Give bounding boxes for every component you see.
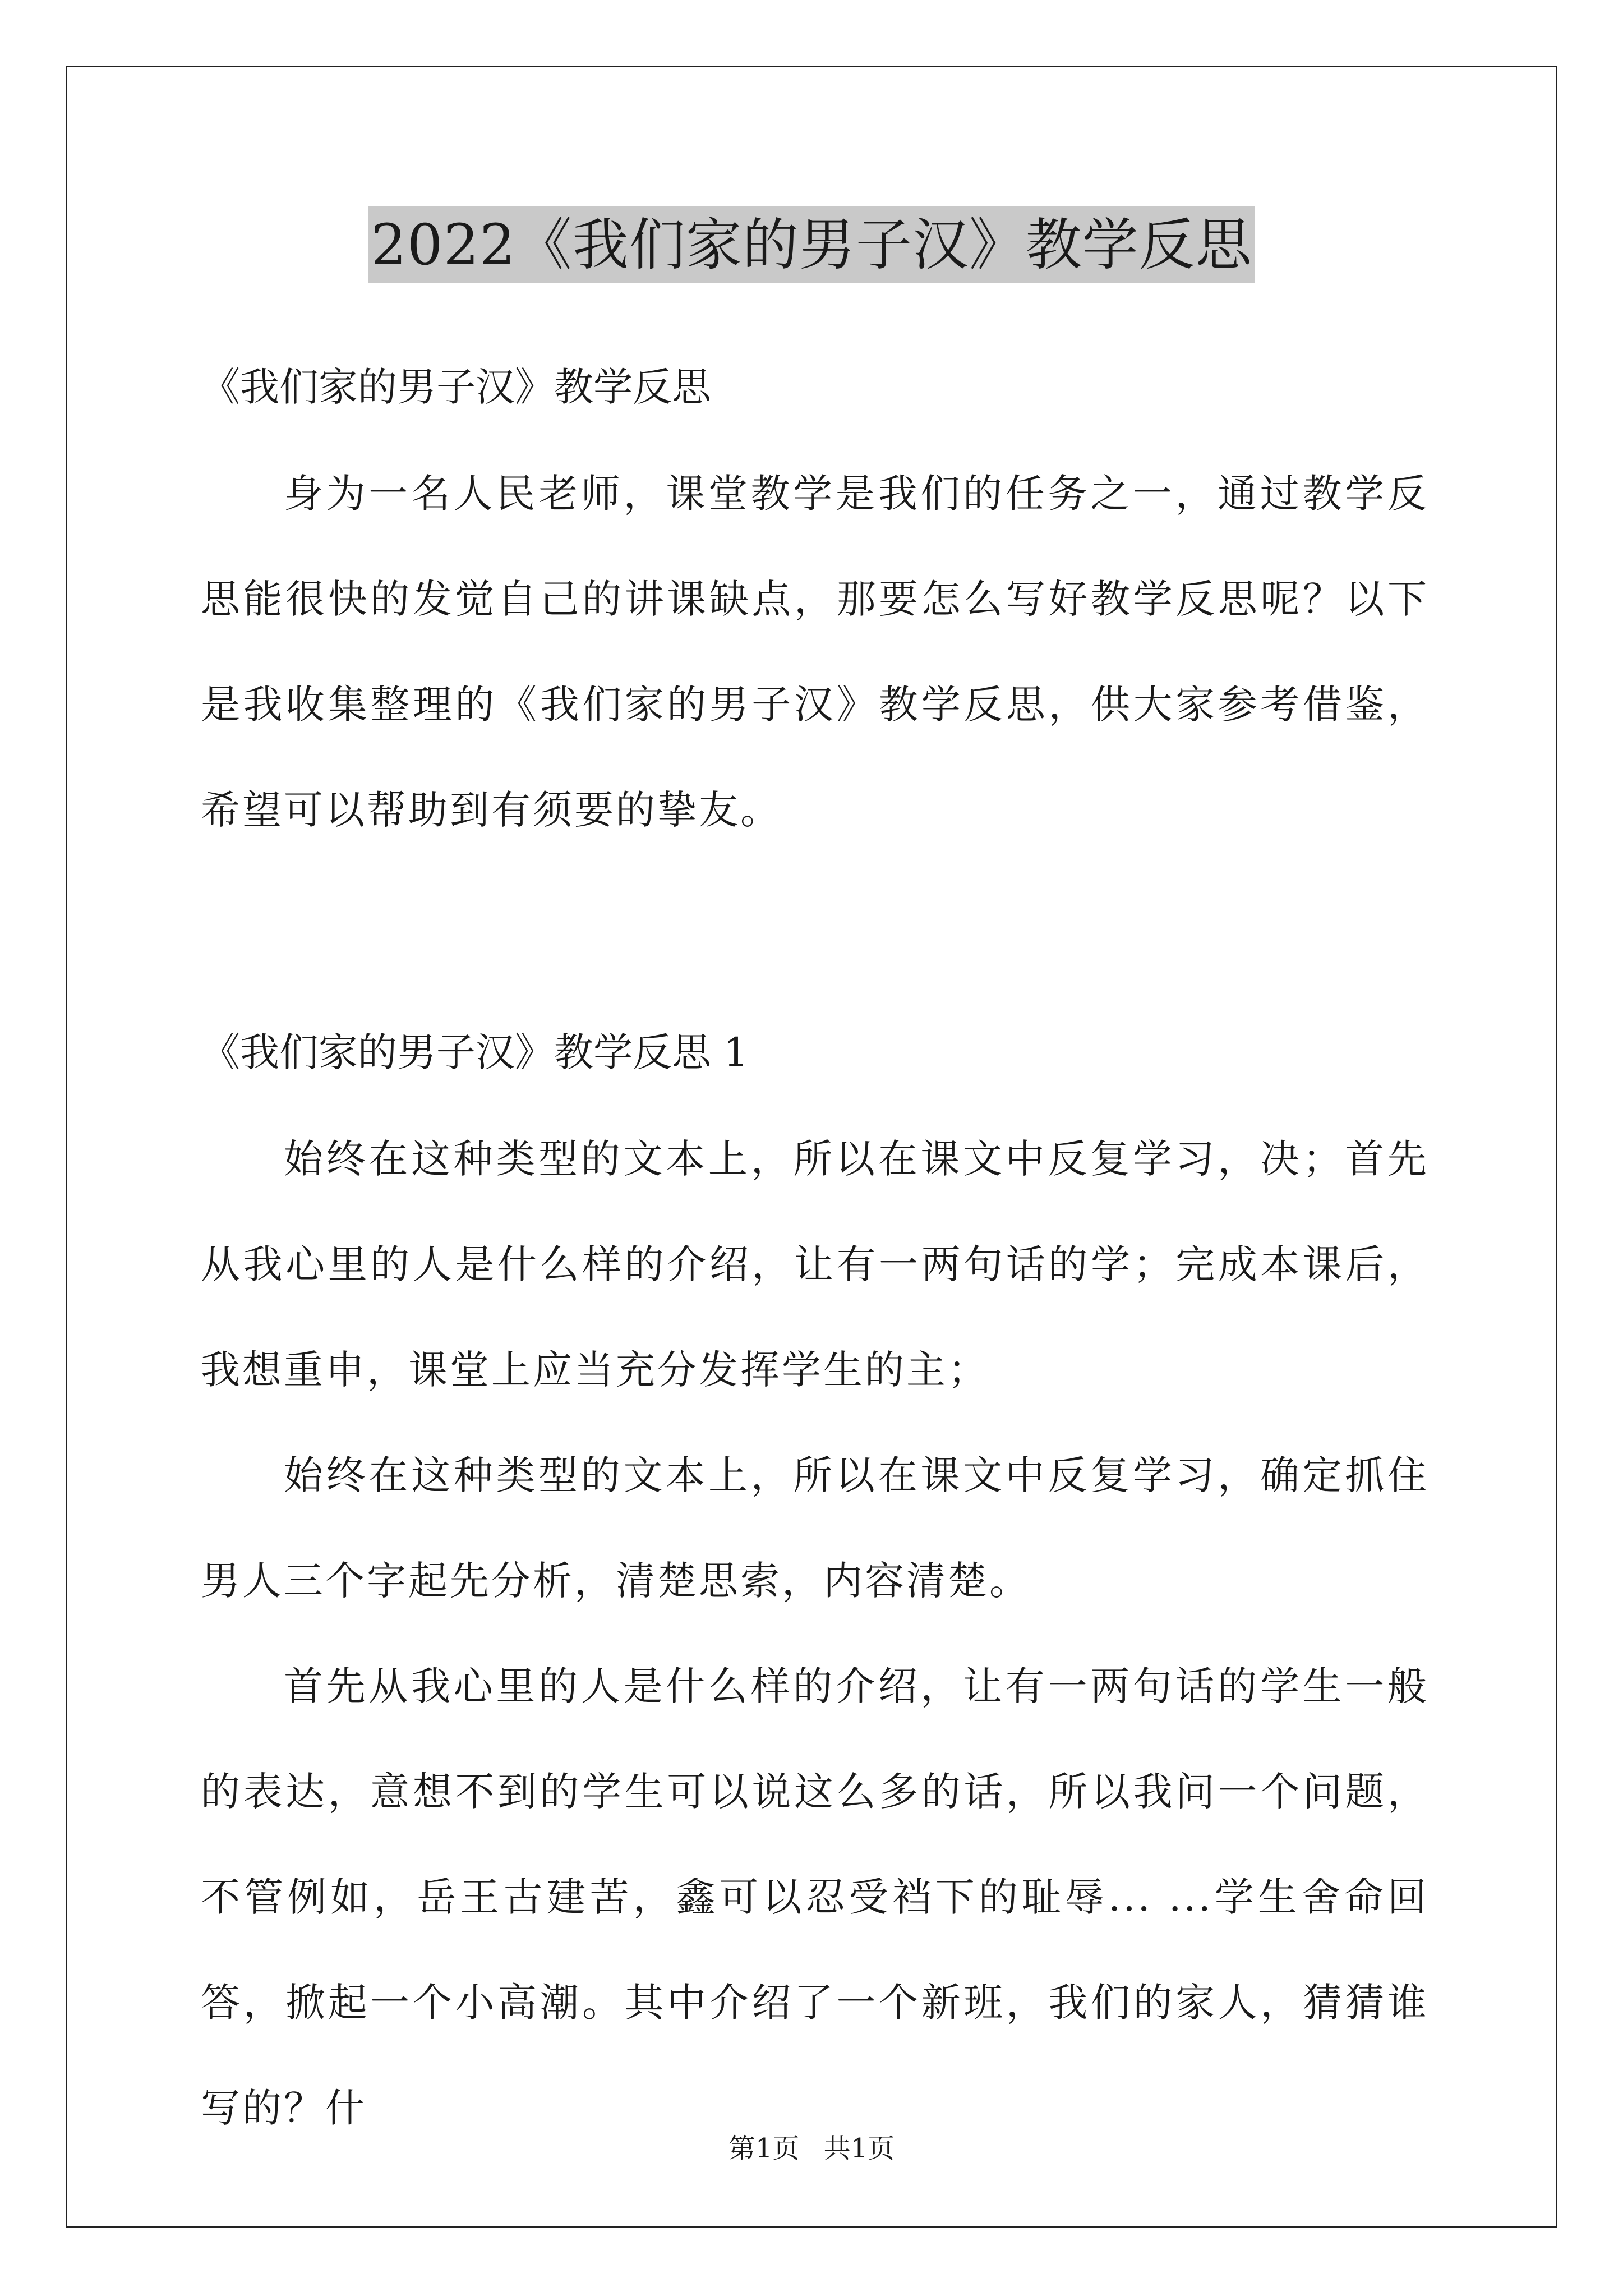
body-paragraph: 始终在这种类型的文本上，所以在课文中反复学习，确定抓住男人三个字起先分析，清楚思索，内容清楚。	[201, 1452, 1429, 1604]
document-subtitle: 《我们家的男子汉》教学反思	[201, 364, 711, 410]
page-footer	[0, 2132, 1623, 2165]
title-container	[0, 206, 1623, 283]
body-paragraph: 始终在这种类型的文本上，所以在课文中反复学习，决；首先从我心里的人是什么样的介绍，让有一两句话的学；完成本课后，我想重申，课堂上应当充分发挥学生的主；	[201, 1136, 1429, 1393]
body-paragraph: 首先从我心里的人是什么样的介绍，让有一两句话的学生一般的表达，意想不到的学生可以说这么多的话，所以我问一个问题，不管例如，岳王古建苦，鑫可以忍受裆下的耻辱... ...学生舍命回答，掀起一个小高潮。其中介绍了一个新班，我们的家人，猜猜谁写的？什	[201, 1663, 1429, 2131]
page-total: 共1页	[823, 2133, 895, 2164]
document-body	[201, 348, 1429, 2161]
page-number: 第1页	[728, 2133, 800, 2164]
section-heading: 《我们家的男子汉》教学反思 1	[201, 1029, 749, 1075]
intro-paragraph: 身为一名人民老师，课堂教学是我们的任务之一，通过教学反思能很快的发觉自己的讲课缺点，那要怎么写好教学反思呢？以下是我收集整理的《我们家的男子汉》教学反思，供大家参考借鉴，希望可以帮助到有须要的挚友。	[201, 471, 1429, 833]
document-title: 2022《我们家的男子汉》教学反思	[368, 206, 1255, 283]
